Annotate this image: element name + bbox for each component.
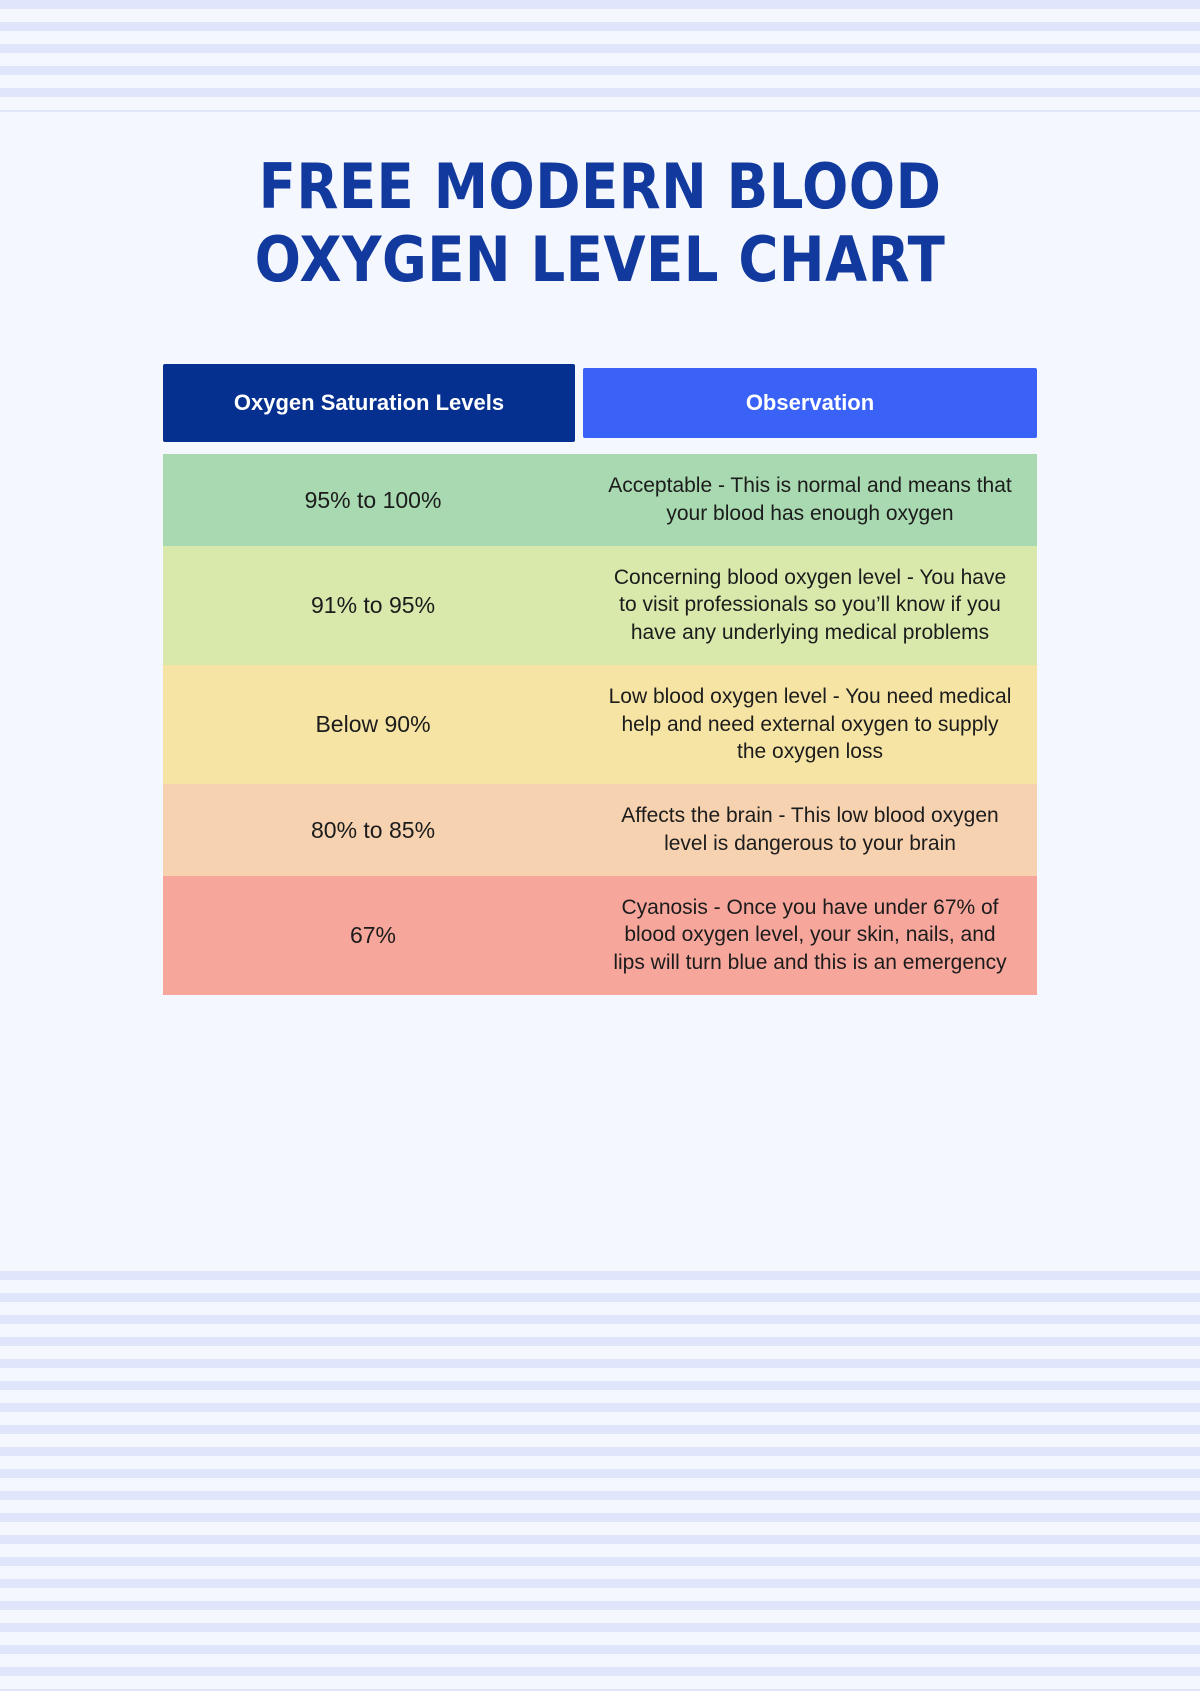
cell-observation: Acceptable - This is normal and means that your blood has enough oxygen: [608, 474, 1012, 526]
cell-observation: Concerning blood oxygen level - You have to visit professionals so you’ll know if you have any underlying medical problems: [613, 565, 1007, 645]
cell-observation: Affects the brain - This low blood oxygen level is dangerous to your brain: [621, 804, 999, 855]
cell-level: Below 90%: [315, 711, 431, 738]
cell-level: 91% to 95%: [310, 592, 436, 619]
cell-level: 67%: [349, 921, 397, 948]
table-row: [163, 784, 1037, 875]
column-header-oxygen-saturation-levels: Oxygen Saturation Levels: [163, 364, 575, 442]
blood-oxygen-table: [163, 364, 1037, 994]
table-body: [163, 454, 1037, 994]
table-row: [163, 665, 1037, 784]
cell-observation: Cyanosis - Once you have under 67% of blood oxygen level, your skin, nails, and lips will turn blue and this is an emergency: [613, 895, 1007, 974]
cell-observation: Low blood oxygen level - You need medical help and need external oxygen to supply the oxygen loss: [608, 684, 1012, 764]
page-title: FREE MODERN BLOOD OXYGEN LEVEL CHART: [254, 150, 946, 297]
table-row: [163, 454, 1037, 545]
table-header-row: [163, 364, 1037, 442]
bottom-stripe-decoration: [0, 1271, 1200, 1691]
table-row: [163, 546, 1037, 665]
cell-level: 95% to 100%: [304, 486, 442, 513]
column-header-observation: Observation: [583, 368, 1037, 438]
cell-level: 80% to 85%: [310, 816, 436, 843]
table-row: [163, 876, 1037, 995]
